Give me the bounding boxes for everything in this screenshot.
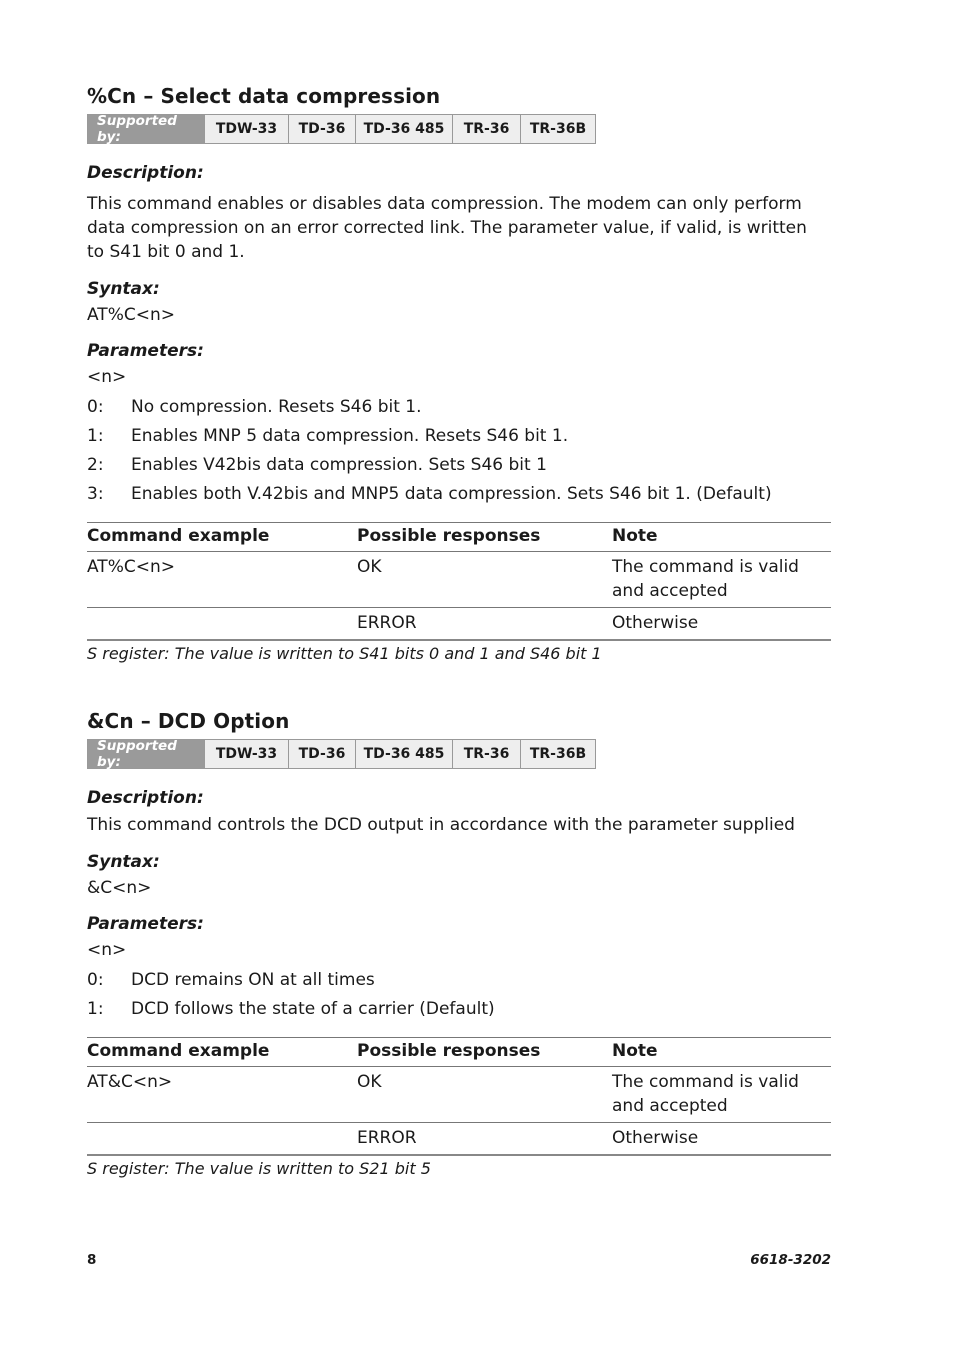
table-cell: Otherwise bbox=[612, 1123, 831, 1156]
parameters-heading: Parameters: bbox=[87, 341, 204, 361]
table-row bbox=[87, 552, 831, 608]
table-cell: OK bbox=[357, 1067, 612, 1123]
model-badge: TR-36B bbox=[520, 115, 595, 143]
table-header-row bbox=[87, 523, 831, 552]
table-cell: ERROR bbox=[357, 1123, 612, 1156]
table-cell: AT&C<n> bbox=[87, 1067, 357, 1123]
list-item bbox=[87, 392, 831, 421]
supported-by-bar bbox=[87, 114, 596, 144]
column-header: Possible responses bbox=[357, 523, 612, 552]
table-cell: AT%C<n> bbox=[87, 552, 357, 608]
syntax-text: &C<n> bbox=[87, 878, 152, 898]
param-number: 0: bbox=[87, 969, 104, 990]
list-item bbox=[87, 994, 831, 1023]
table-cell: The command is valid and accepted bbox=[612, 1067, 831, 1123]
model-badge: TR-36B bbox=[520, 740, 595, 768]
model-badge: TD-36 bbox=[288, 740, 355, 768]
param-number: 0: bbox=[87, 396, 104, 417]
param-text: DCD follows the state of a carrier (Default) bbox=[131, 998, 495, 1019]
model-badge: TD-36 bbox=[288, 115, 355, 143]
list-item bbox=[87, 479, 831, 508]
command-table bbox=[87, 1037, 831, 1156]
column-header: Note bbox=[612, 1038, 831, 1067]
column-header: Note bbox=[612, 523, 831, 552]
param-text: Enables MNP 5 data compression. Resets S46 bit 1. bbox=[131, 425, 569, 446]
column-header: Command example bbox=[87, 523, 357, 552]
model-badge: TDW-33 bbox=[204, 740, 288, 768]
param-number: 3: bbox=[87, 483, 104, 504]
param-name: <n> bbox=[87, 940, 127, 960]
table-cell: ERROR bbox=[357, 608, 612, 641]
section-dcd-option bbox=[87, 709, 831, 1178]
section-title: %Cn – Select data compression bbox=[87, 84, 441, 108]
table-row bbox=[87, 608, 831, 641]
supported-by-label: Supported by: bbox=[88, 115, 204, 143]
section-title: &Cn – DCD Option bbox=[87, 709, 290, 733]
list-item bbox=[87, 450, 831, 479]
supported-by-bar bbox=[87, 739, 596, 769]
description-text: This command enables or disables data compression. The modem can only perform data compression on an error corrected link. The parameter value, if valid, is written to S41 bit 0 and 1. bbox=[87, 194, 807, 262]
param-text: Enables both V.42bis and MNP5 data compression. Sets S46 bit 1. (Default) bbox=[131, 483, 772, 504]
syntax-text: AT%C<n> bbox=[87, 305, 175, 325]
table-cell bbox=[87, 1123, 357, 1156]
description-text: This command controls the DCD output in accordance with the parameter supplied bbox=[87, 815, 795, 835]
table-row bbox=[87, 1123, 831, 1156]
param-number: 1: bbox=[87, 425, 104, 446]
column-header: Possible responses bbox=[357, 1038, 612, 1067]
syntax-heading: Syntax: bbox=[87, 279, 160, 299]
section-select-data-compression bbox=[87, 84, 831, 663]
list-item bbox=[87, 421, 831, 450]
param-list bbox=[87, 965, 831, 1023]
param-text: Enables V42bis data compression. Sets S46 bit 1 bbox=[131, 454, 547, 475]
param-text: DCD remains ON at all times bbox=[131, 969, 375, 990]
table-cell: Otherwise bbox=[612, 608, 831, 641]
table-header-row bbox=[87, 1038, 831, 1067]
command-table bbox=[87, 522, 831, 641]
param-list bbox=[87, 392, 831, 508]
syntax-heading: Syntax: bbox=[87, 852, 160, 872]
s-register-note: S register: The value is written to S41 bits 0 and 1 and S46 bit 1 bbox=[87, 644, 602, 663]
supported-by-label: Supported by: bbox=[88, 740, 204, 768]
model-badge: TR-36 bbox=[452, 740, 520, 768]
description-heading: Description: bbox=[87, 788, 204, 808]
param-number: 1: bbox=[87, 998, 104, 1019]
model-badge: TDW-33 bbox=[204, 115, 288, 143]
param-name: <n> bbox=[87, 367, 127, 387]
model-badge: TD-36 485 bbox=[355, 740, 452, 768]
document-number: 6618-3202 bbox=[750, 1252, 831, 1268]
param-text: No compression. Resets S46 bit 1. bbox=[131, 396, 422, 417]
model-badge: TD-36 485 bbox=[355, 115, 452, 143]
parameters-heading: Parameters: bbox=[87, 914, 204, 934]
table-cell: The command is valid and accepted bbox=[612, 552, 831, 608]
column-header: Command example bbox=[87, 1038, 357, 1067]
list-item bbox=[87, 965, 831, 994]
param-number: 2: bbox=[87, 454, 104, 475]
table-cell: OK bbox=[357, 552, 612, 608]
table-row bbox=[87, 1067, 831, 1123]
s-register-note: S register: The value is written to S21 bit 5 bbox=[87, 1159, 431, 1178]
model-badge: TR-36 bbox=[452, 115, 520, 143]
page-number: 8 bbox=[87, 1252, 97, 1268]
table-cell bbox=[87, 608, 357, 641]
description-heading: Description: bbox=[87, 163, 204, 183]
